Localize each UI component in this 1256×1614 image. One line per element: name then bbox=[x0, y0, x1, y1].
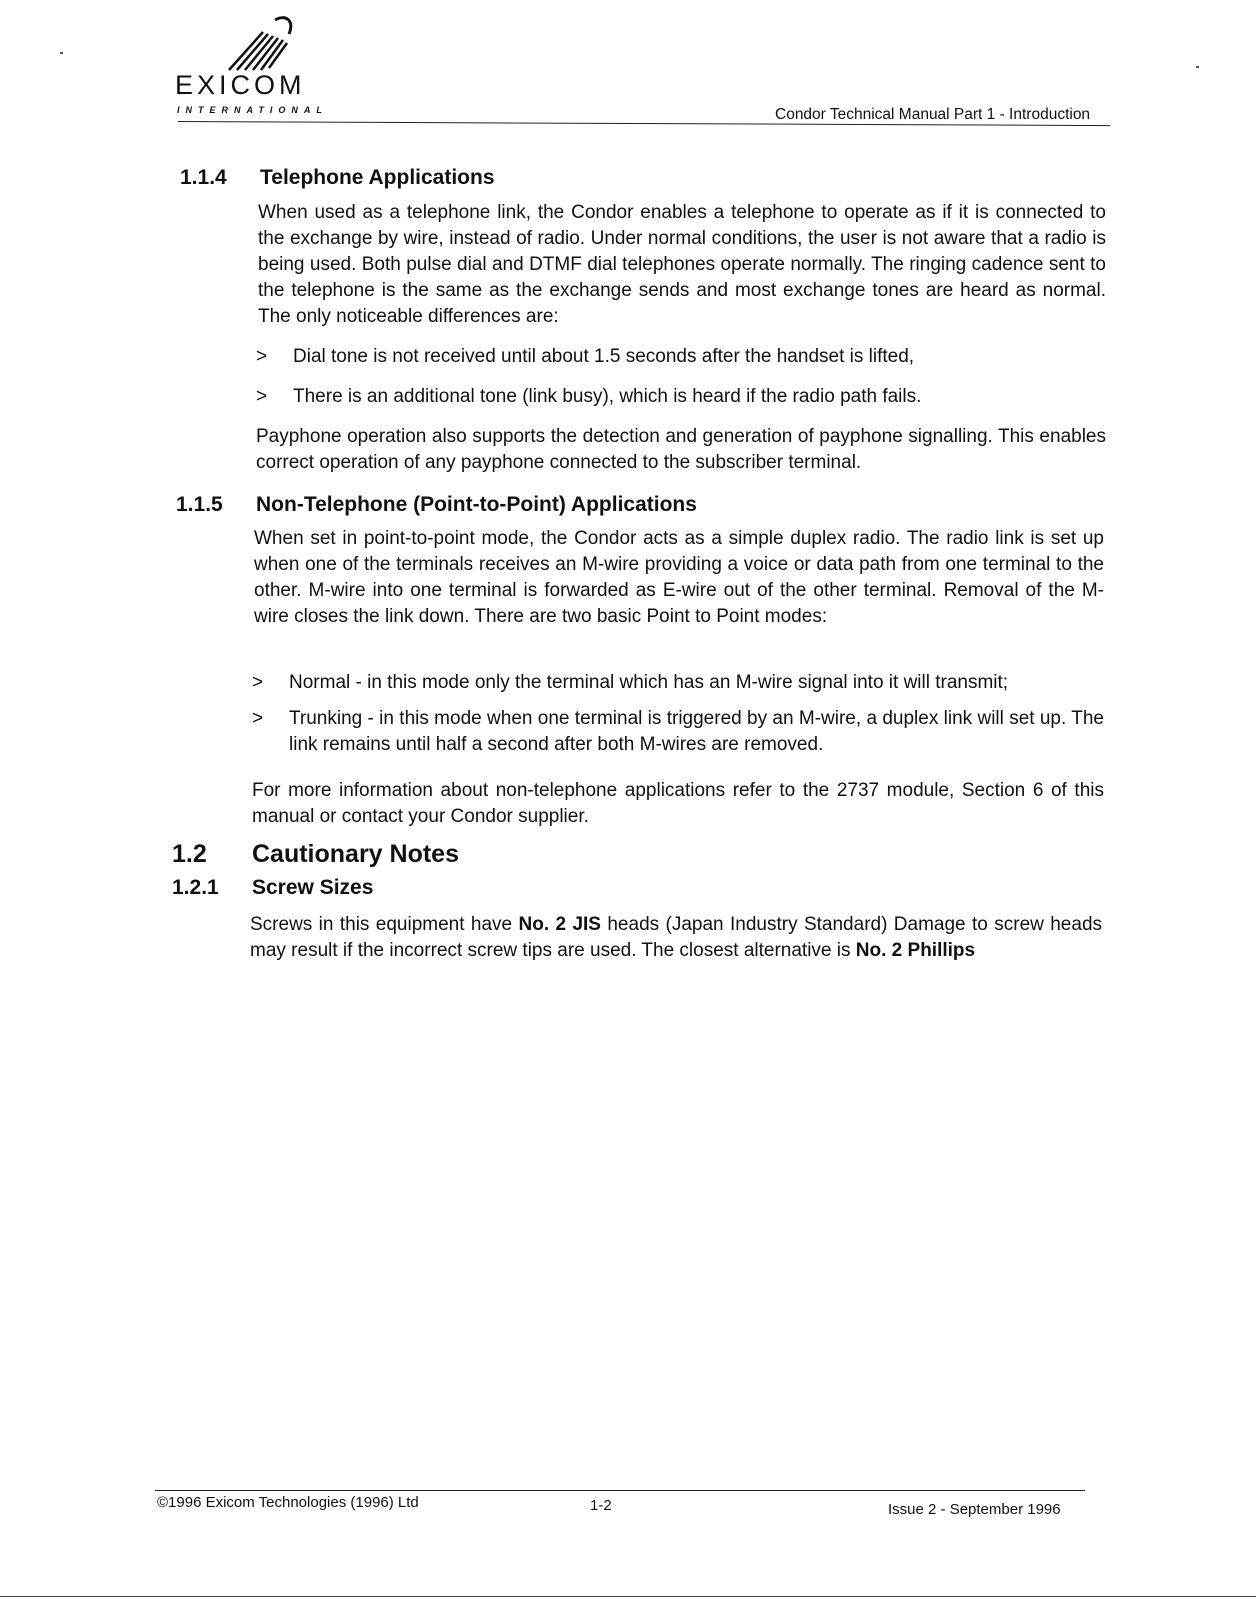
footer-page-number: 1-2 bbox=[590, 1497, 612, 1514]
footer-divider bbox=[155, 1490, 1085, 1491]
footer-issue: Issue 2 - September 1996 bbox=[888, 1501, 1061, 1518]
bullet-marker: > bbox=[252, 672, 264, 693]
bold-text: No. 2 JIS bbox=[518, 914, 601, 935]
section-1-1-4-paragraph: When used as a telephone link, the Condor enables a telephone to operate as if it is connected to the exchange by wire, instead of radio. Under normal conditions, the user is not aware that a radio is being used. Both pulse dial and DTMF dial telephones operate normally. The ringing cadence sent to the telephone is the same as the exchange sends and most exchange tones are heard as normal. The only noticeable differences are: bbox=[258, 202, 1106, 327]
section-1-1-4-heading bbox=[180, 166, 495, 190]
page-bottom-edge bbox=[0, 1596, 1256, 1597]
scan-speck bbox=[1196, 66, 1199, 68]
section-1-1-5-heading bbox=[176, 493, 697, 517]
section-title: Non-Telephone (Point-to-Point) Applications bbox=[256, 493, 697, 516]
bullet-marker: > bbox=[252, 708, 264, 729]
logo-wordmark: EXICOM bbox=[175, 70, 306, 100]
list-item-text: There is an additional tone (link busy), which is heard if the radio path fails. bbox=[293, 386, 922, 407]
section-1-2-heading bbox=[172, 840, 459, 869]
list-item bbox=[252, 706, 1104, 758]
section-number: 1.1.4 bbox=[180, 166, 227, 189]
exicom-logo bbox=[175, 12, 345, 122]
document-header-title: Condor Technical Manual Part 1 - Introduction bbox=[775, 106, 1091, 123]
logo-subtitle: INTERNATIONAL bbox=[177, 105, 328, 115]
bullet-marker: > bbox=[256, 346, 268, 367]
section-number: 1.2 bbox=[172, 840, 207, 868]
logo-mark-icon bbox=[223, 12, 303, 72]
section-number: 1.1.5 bbox=[176, 493, 223, 516]
bold-text: No. 2 Phillips bbox=[855, 940, 976, 961]
footer-copyright: ©1996 Exicom Technologies (1996) Ltd bbox=[157, 1494, 419, 1511]
scan-speck bbox=[60, 52, 63, 54]
bullet-marker: > bbox=[256, 386, 268, 407]
list-item bbox=[252, 670, 1104, 696]
text-run: Screws in this equipment have bbox=[250, 914, 519, 935]
list-item-text: Dial tone is not received until about 1.5 seconds after the handset is lifted, bbox=[293, 346, 915, 367]
list-item-text: Normal - in this mode only the terminal which has an M-wire signal into it will transmit; bbox=[289, 672, 1009, 693]
list-item-text: Trunking - in this mode when one terminal is triggered by an M-wire, a duplex link will set up. The link remains until half a second after both M-wires are removed. bbox=[289, 708, 1104, 755]
section-1-1-5-paragraph-2: For more information about non-telephone applications refer to the 2737 module, Section 6 of this manual or contact your Condor supplier. bbox=[252, 780, 1104, 827]
section-1-2-1-paragraph bbox=[250, 912, 1102, 964]
section-title: Telephone Applications bbox=[260, 166, 495, 189]
section-number: 1.2.1 bbox=[172, 876, 219, 899]
section-title: Cautionary Notes bbox=[252, 840, 459, 868]
text-run: heads (Japan Industry Standard) Damage to screw heads may result if the incorrect screw tips are used. The closest alternative is bbox=[250, 914, 1103, 961]
section-1-1-4-paragraph-2: Payphone operation also supports the detection and generation of payphone signalling. This enables correct operation of any payphone connected to the subscriber terminal. bbox=[256, 426, 1106, 473]
list-item bbox=[256, 344, 1106, 370]
section-title: Screw Sizes bbox=[252, 876, 374, 899]
section-1-2-1-heading bbox=[172, 876, 374, 900]
list-item bbox=[256, 384, 1106, 410]
section-1-1-5-paragraph: When set in point-to-point mode, the Condor acts as a simple duplex radio. The radio link is set up when one of the terminals receives an M-wire providing a voice or data path from one terminal to the other. M-wire into one terminal is forwarded as E-wire out of the other terminal. Removal of the M-wire closes the link down. There are two basic Point to Point modes: bbox=[254, 528, 1104, 627]
